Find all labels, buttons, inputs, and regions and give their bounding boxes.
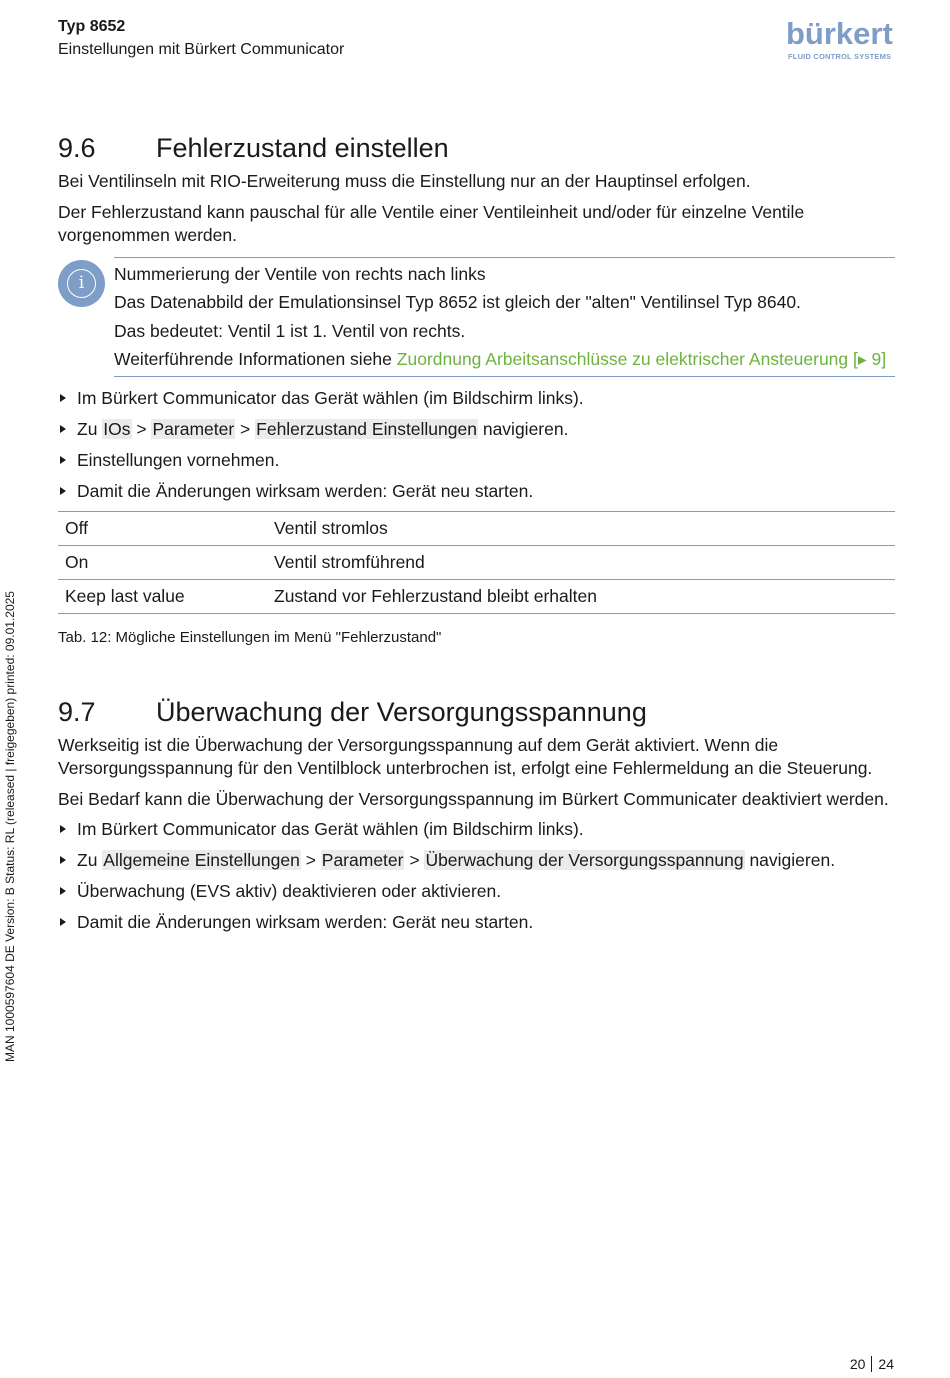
table-cell-meaning: Ventil stromführend — [267, 545, 895, 579]
note-line: Das bedeutet: Ventil 1 ist 1. Ventil von rechts. — [114, 320, 466, 341]
list-item — [58, 849, 895, 873]
page-content — [58, 130, 895, 942]
section-title: Überwachung der Versorgungsspannung — [156, 696, 647, 727]
table-cell-setting: Off — [58, 511, 267, 545]
note-box — [114, 257, 895, 377]
menu-path-fehlerzustand: Fehlerzustand Einstellungen — [256, 418, 477, 439]
total-pages: 24 — [878, 1356, 894, 1372]
instruction-list — [58, 818, 895, 935]
bullet-arrow-icon — [60, 394, 66, 402]
list-item — [58, 449, 895, 473]
menu-separator: > — [300, 850, 321, 870]
step-text: navigieren. — [477, 418, 569, 439]
menu-path-parameter: Parameter — [321, 850, 404, 870]
table-caption: Tab. 12: Mögliche Einstellungen im Menü "Fehlerzustand" — [58, 628, 442, 646]
note-line — [114, 348, 895, 372]
table-cell-setting: On — [58, 545, 267, 579]
step-text: Überwachung (EVS aktiv) deaktivieren oder aktivieren. — [77, 881, 502, 901]
menu-separator: > — [404, 850, 425, 870]
paragraph: Der Fehlerzustand kann pauschal für alle Ventile einer Ventileinheit und/oder für einzelne Ventile vorgenommen werden. — [58, 201, 805, 245]
bullet-arrow-icon — [60, 456, 66, 464]
triangle-right-icon: ▸ — [857, 349, 867, 369]
note-heading: Nummerierung der Ventile von rechts nach links — [114, 263, 486, 284]
page-number — [850, 1356, 894, 1372]
step-text: navigieren. — [744, 850, 836, 870]
document-subtitle: Einstellungen mit Bürkert Communicator — [58, 41, 345, 58]
step-text: Zu — [77, 850, 103, 870]
bullet-arrow-icon — [60, 887, 66, 895]
logo-wordmark: bürkert — [786, 16, 893, 51]
step-text: Einstellungen vornehmen. — [77, 449, 280, 470]
bullet-arrow-icon — [60, 487, 66, 495]
paragraph: Bei Bedarf kann die Überwachung der Versorgungsspannung im Bürkert Communicater deaktiviert werden. — [58, 788, 889, 809]
list-item — [58, 387, 895, 411]
menu-separator: > — [235, 418, 256, 439]
section-heading-9-6 — [58, 130, 895, 166]
list-item — [58, 818, 895, 842]
bullet-arrow-icon — [60, 825, 66, 833]
list-item — [58, 480, 895, 504]
menu-separator: > — [131, 418, 152, 439]
link-page: 9] — [866, 349, 887, 369]
menu-path-allgemeine-einstellungen: Allgemeine Einstellungen — [103, 850, 300, 870]
section-number: 9.7 — [58, 696, 96, 727]
step-text: Zu — [77, 418, 103, 439]
cross-reference-link[interactable] — [397, 349, 886, 369]
note-prefix: Weiterführende Informationen siehe — [114, 349, 397, 369]
section-9-7 — [58, 694, 895, 935]
current-page: 20 — [849, 1356, 866, 1372]
step-text: Damit die Änderungen wirksam werden: Gerät neu starten. — [77, 480, 534, 501]
instruction-list — [58, 387, 895, 504]
menu-path-parameter: Parameter — [152, 418, 235, 439]
list-item — [58, 418, 895, 442]
step-text: Im Bürkert Communicator das Gerät wählen (im Bildschirm links). — [77, 819, 584, 839]
table-cell-meaning: Zustand vor Fehlerzustand bleibt erhalten — [267, 579, 895, 613]
menu-path-ios: IOs — [103, 418, 131, 439]
burkert-logo — [786, 16, 896, 64]
table-row — [58, 579, 895, 613]
info-note — [58, 257, 895, 377]
table-cell-meaning: Ventil stromlos — [267, 511, 895, 545]
step-text: Damit die Änderungen wirksam werden: Gerät neu starten. — [77, 912, 534, 932]
section-heading-9-7 — [58, 694, 895, 730]
bullet-arrow-icon — [60, 856, 66, 864]
page-separator — [871, 1356, 872, 1372]
menu-path-versorgungsspannung: Überwachung der Versorgungsspannung — [425, 850, 744, 870]
link-text: Zuordnung Arbeitsanschlüsse zu elektrischer Ansteuerung [ — [396, 349, 858, 369]
bullet-arrow-icon — [60, 918, 66, 926]
table-cell-setting: Keep last value — [58, 579, 267, 613]
logo-tagline: FLUID CONTROL SYSTEMS — [788, 52, 892, 61]
list-item — [58, 880, 895, 904]
document-status-sidebar: MAN 1000597604 DE Version: B Status: RL (released | freigegeben) printed: 09.01.2025 — [3, 591, 17, 1062]
list-item — [58, 911, 895, 935]
document-type: Typ 8652 — [58, 18, 126, 35]
paragraph: Werkseitig ist die Überwachung der Versorgungsspannung auf dem Gerät aktiviert. Wenn die Versorgungsspannung für den Ventilblock unterbrochen ist, erfolgt eine Fehlermeldung an die Steuerung. — [58, 734, 873, 778]
bullet-arrow-icon — [60, 425, 66, 433]
section-number: 9.6 — [58, 133, 96, 163]
table-row — [58, 511, 895, 545]
settings-table — [58, 511, 895, 614]
table-row — [58, 545, 895, 579]
step-text: Im Bürkert Communicator das Gerät wählen (im Bildschirm links). — [77, 387, 584, 408]
section-title: Fehlerzustand einstellen — [156, 133, 449, 163]
info-icon: i — [58, 260, 105, 307]
paragraph: Bei Ventilinseln mit RIO-Erweiterung muss die Einstellung nur an der Hauptinsel erfolgen. — [58, 171, 751, 191]
note-line: Das Datenabbild der Emulationsinsel Typ 8652 ist gleich der "alten" Ventilinsel Typ 8640. — [114, 292, 801, 312]
